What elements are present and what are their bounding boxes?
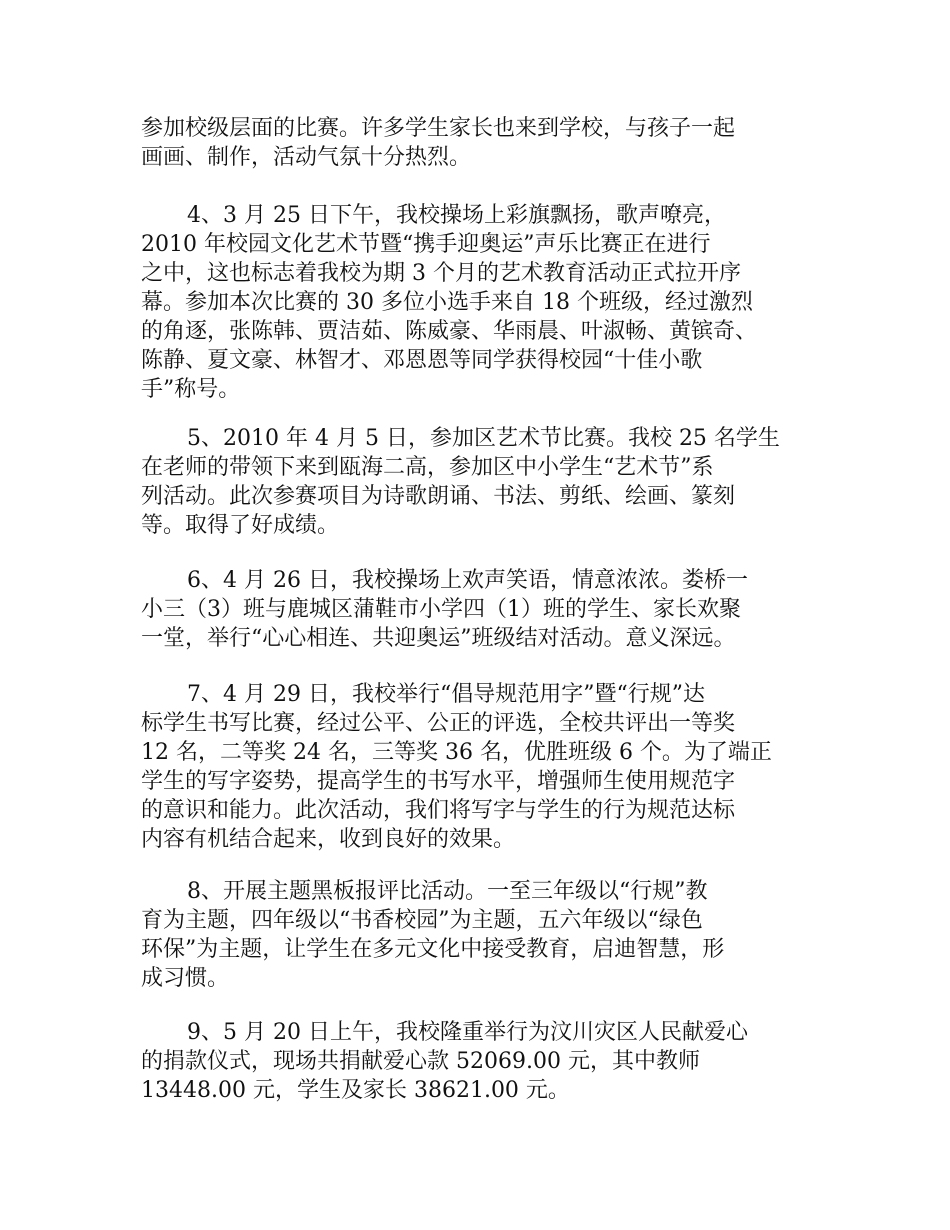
paragraph-line: 小三（3）班与鹿城区蒲鞋市小学四（1）班的学生、家长欢聚 bbox=[141, 597, 741, 622]
paragraph-line: 一堂，举行“心心相连、共迎奥运”班级结对活动。意义深远。 bbox=[141, 626, 736, 651]
paragraph-line: 的捐款仪式，现场共捐献爱心款 52069.00 元，其中教师 bbox=[141, 1049, 700, 1074]
paragraph-item-5 bbox=[141, 424, 831, 540]
paragraph-continued bbox=[141, 114, 831, 172]
paragraph-line: 5、2010 年 4 月 5 日，参加区艺术节比赛。我校 25 名学生 bbox=[187, 426, 780, 451]
paragraph-line: 环保”为主题，让学生在多元文化中接受教育，启迪智慧，形 bbox=[141, 937, 725, 962]
paragraph-line: 8、开展主题黑板报评比活动。一至三年级以“行规”教 bbox=[187, 879, 708, 904]
paragraph-line: 学生的写字姿势，提高学生的书写水平，增强师生使用规范字 bbox=[141, 769, 736, 794]
paragraph-line: 成习惯。 bbox=[141, 966, 230, 991]
paragraph-line: 9、5 月 20 日上午，我校隆重举行为汶川灾区人民献爱心 bbox=[187, 1020, 748, 1045]
paragraph-line: 4、3 月 25 日下午，我校操场上彩旗飘扬，歌声嘹亮， bbox=[187, 203, 726, 228]
paragraph-line: 等。取得了好成绩。 bbox=[141, 513, 340, 538]
paragraph-line: 的意识和能力。此次活动，我们将写字与学生的行为规范达标 bbox=[141, 798, 736, 823]
paragraph-line: 标学生书写比赛，经过公平、公正的评选，全校共评出一等奖 bbox=[141, 711, 736, 736]
paragraph-line: 12 名，二等奖 24 名，三等奖 36 名，优胜班级 6 个。为了端正 bbox=[141, 740, 772, 765]
paragraph-line: 6、4 月 26 日，我校操场上欢声笑语，情意浓浓。娄桥一 bbox=[187, 568, 748, 593]
paragraph-item-9 bbox=[141, 1018, 831, 1105]
paragraph-line: 画画、制作，活动气氛十分热烈。 bbox=[141, 145, 472, 170]
paragraph-item-7 bbox=[141, 680, 831, 854]
paragraph-line: 参加校级层面的比赛。许多学生家长也来到学校，与孩子一起 bbox=[141, 116, 736, 141]
paragraph-line: 7、4 月 29 日，我校举行“倡导规范用字”暨“行规”达 bbox=[187, 682, 705, 707]
paragraph-line: 育为主题，四年级以“书香校园”为主题，五六年级以“绿色 bbox=[141, 908, 703, 933]
paragraph-line: 之中，这也标志着我校为期 3 个月的艺术教育活动正式拉开序 bbox=[141, 261, 741, 286]
paragraph-line: 的角逐，张陈韩、贾洁茹、陈威豪、华雨晨、叶淑畅、黄镔奇、 bbox=[141, 319, 758, 344]
paragraph-item-8 bbox=[141, 877, 831, 993]
paragraph-line: 陈静、夏文豪、林智才、邓恩恩等同学获得校园“十佳小歌 bbox=[141, 348, 703, 373]
paragraph-line: 2010 年校园文化艺术节暨“携手迎奥运”声乐比赛正在进行 bbox=[141, 232, 711, 257]
paragraph-line: 手”称号。 bbox=[141, 377, 241, 402]
paragraph-item-4 bbox=[141, 201, 831, 404]
paragraph-line: 内容有机结合起来，收到良好的效果。 bbox=[141, 827, 516, 852]
paragraph-line: 13448.00 元，学生及家长 38621.00 元。 bbox=[141, 1078, 570, 1103]
paragraph-line: 列活动。此次参赛项目为诗歌朗诵、书法、剪纸、绘画、篆刻 bbox=[141, 484, 736, 509]
paragraph-line: 在老师的带领下来到瓯海二高，参加区中小学生“艺术节”系 bbox=[141, 455, 714, 480]
paragraph-line: 幕。参加本次比赛的 30 多位小选手来自 18 个班级，经过激烈 bbox=[141, 290, 753, 315]
paragraph-item-6 bbox=[141, 566, 831, 653]
